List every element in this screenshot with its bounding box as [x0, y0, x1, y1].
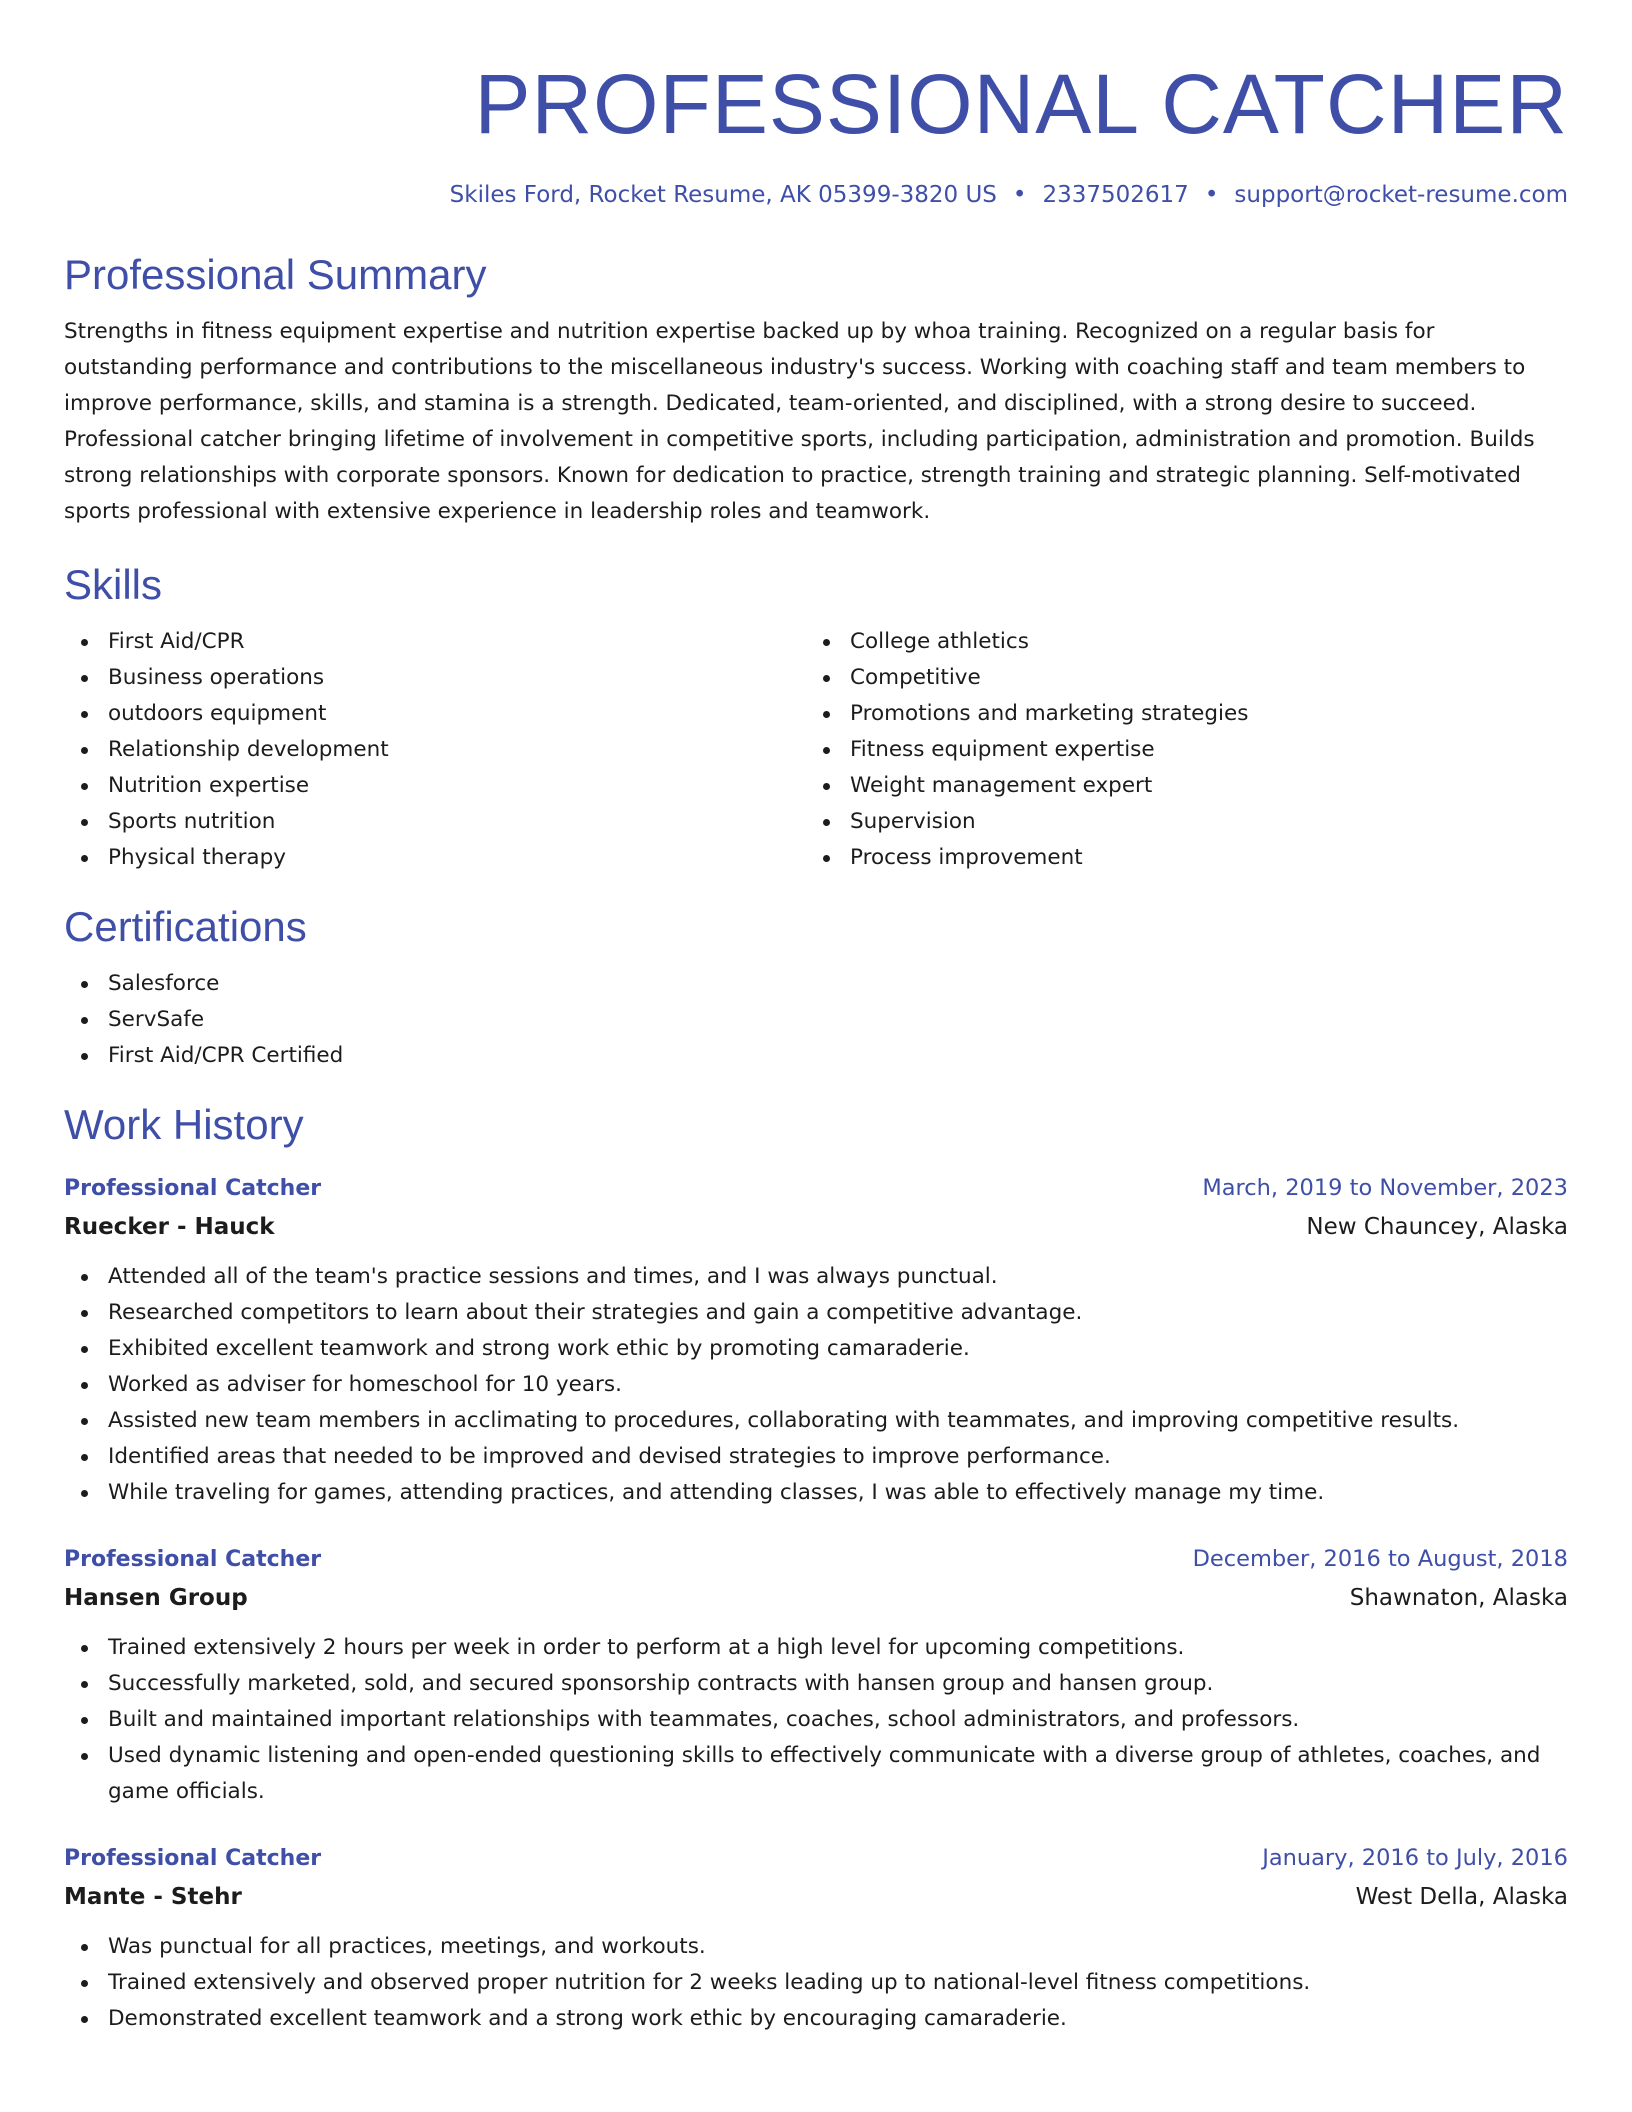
job-bullet: Was punctual for all practices, meetings, and workouts. [108, 1929, 1568, 1965]
contact-address: Skiles Ford, Rocket Resume, AK 05399-3820 US [449, 182, 997, 208]
certifications-list [64, 966, 1568, 1074]
job-company: Mante - Stehr [64, 1884, 242, 1910]
skills-column-right [806, 624, 1548, 876]
summary-text: Strengths in fitness equipment expertise and nutrition expertise backed up by whoa training. Recognized on a regular basis for outstanding performance and contributions to the miscellaneous industry's success. Working with coaching staff and team members to improve performance, skills, and stamina is a strength. Dedicated, team-oriented, and disciplined, with a strong desire to succeed. Professional catcher bringing lifetime of involvement in competitive sports, including participation, administration and promotion. Builds strong relationships with corporate sponsors. Known for dedication to practice, strength training and strategic planning. Self-motivated sports professional with extensive experience in leadership roles and teamwork. [64, 319, 1535, 524]
job-bullet: Assisted new team members in acclimating to procedures, collaborating with teammates, and improving competitive results. [108, 1403, 1568, 1439]
job-title: Professional Catcher [64, 1547, 322, 1572]
job-bullets [64, 1929, 1568, 2037]
skill-item: Relationship development [108, 732, 806, 768]
job-bullet: Attended all of the team's practice sessions and times, and I was always punctual. [108, 1259, 1568, 1295]
skill-item: First Aid/CPR [108, 624, 806, 660]
skill-item: Nutrition expertise [108, 768, 806, 804]
skill-item: Business operations [108, 660, 806, 696]
skill-item: outdoors equipment [108, 696, 806, 732]
job-dates: January, 2016 to July, 2016 [1262, 1845, 1568, 1871]
job-bullet: Used dynamic listening and open-ended questioning skills to effectively communicate with a diverse group of athletes, coaches, and game officials. [108, 1738, 1568, 1810]
certifications-heading: Certifications [64, 903, 307, 950]
skill-item: Weight management expert [850, 768, 1548, 804]
work-history-heading: Work History [64, 1101, 304, 1148]
certification-item: Salesforce [108, 966, 1568, 1002]
job-bullets [64, 1259, 1568, 1511]
skills-column-left [64, 624, 806, 876]
contact-separator: • [1204, 182, 1219, 208]
resume-page [64, 0, 1568, 2037]
job-bullets [64, 1630, 1568, 1810]
certification-item: ServSafe [108, 1002, 1568, 1038]
contact-email: support@rocket-resume.com [1234, 182, 1568, 208]
job-bullet: Built and maintained important relationships with teammates, coaches, school administrators, and professors. [108, 1702, 1568, 1738]
skill-item: Fitness equipment expertise [850, 732, 1548, 768]
skill-item: Competitive [850, 660, 1548, 696]
job-dates: March, 2019 to November, 2023 [1202, 1175, 1568, 1201]
skill-item: Sports nutrition [108, 804, 806, 840]
job-entry [64, 1840, 1568, 2037]
job-bullet: Researched competitors to learn about their strategies and gain a competitive advantage. [108, 1295, 1568, 1331]
contact-separator: • [1012, 182, 1027, 208]
job-bullet: Worked as adviser for homeschool for 10 years. [108, 1367, 1568, 1403]
skills-grid [64, 624, 1568, 876]
skill-item: Supervision [850, 804, 1548, 840]
contact-phone: 2337502617 [1042, 182, 1189, 208]
skill-item: College athletics [850, 624, 1548, 660]
certification-item: First Aid/CPR Certified [108, 1038, 1568, 1074]
candidate-name: PROFESSIONAL CATCHER [474, 57, 1568, 151]
job-entry [64, 1541, 1568, 1810]
job-bullet: Successfully marketed, sold, and secured sponsorship contracts with hansen group and hansen group. [108, 1666, 1568, 1702]
job-bullet: Identified areas that needed to be improved and devised strategies to improve performance. [108, 1439, 1568, 1475]
job-company: Hansen Group [64, 1585, 248, 1611]
job-bullet: Demonstrated excellent teamwork and a strong work ethic by encouraging camaraderie. [108, 2001, 1568, 2037]
skill-item: Promotions and marketing strategies [850, 696, 1548, 732]
job-location: New Chauncey, Alaska [1306, 1214, 1568, 1240]
skills-heading: Skills [64, 561, 163, 608]
job-location: Shawnaton, Alaska [1349, 1585, 1568, 1611]
skill-item: Process improvement [850, 840, 1548, 876]
job-dates: December, 2016 to August, 2018 [1192, 1546, 1568, 1572]
job-title: Professional Catcher [64, 1846, 322, 1871]
job-title: Professional Catcher [64, 1176, 322, 1201]
contact-line [64, 180, 1568, 210]
job-bullet: Exhibited excellent teamwork and strong work ethic by promoting camaraderie. [108, 1331, 1568, 1367]
job-bullet: While traveling for games, attending practices, and attending classes, I was able to effectively manage my time. [108, 1475, 1568, 1511]
job-entry [64, 1170, 1568, 1511]
job-company: Ruecker - Hauck [64, 1214, 275, 1240]
skill-item: Physical therapy [108, 840, 806, 876]
job-location: West Della, Alaska [1355, 1884, 1568, 1910]
summary-heading: Professional Summary [64, 251, 487, 298]
job-bullet: Trained extensively and observed proper nutrition for 2 weeks leading up to national-level fitness competitions. [108, 1965, 1568, 2001]
job-bullet: Trained extensively 2 hours per week in order to perform at a high level for upcoming competitions. [108, 1630, 1568, 1666]
